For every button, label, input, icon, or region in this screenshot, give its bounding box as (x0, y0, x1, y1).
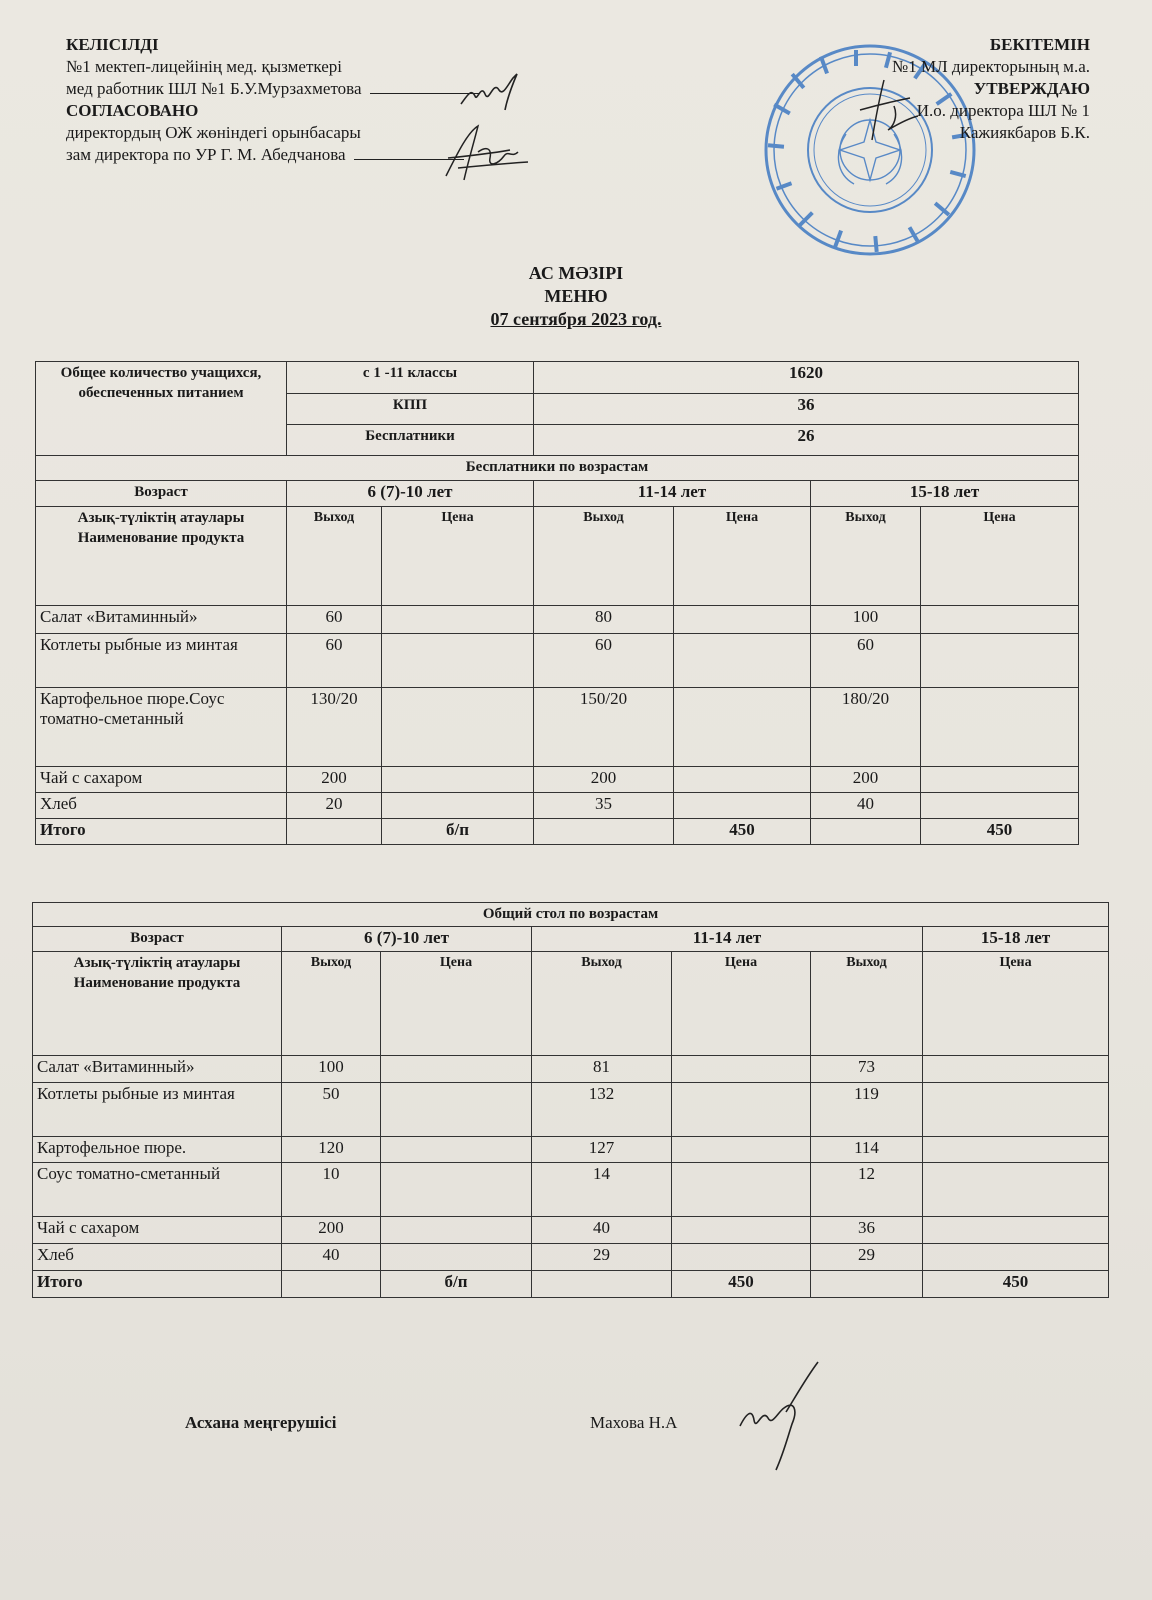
header-left-block (66, 34, 480, 166)
menu-title-ru: МЕНЮ (544, 286, 608, 306)
deputy-name: зам директора по УР Г. М. Абедчанова (66, 145, 346, 164)
menu-title-kz: АС МӘЗІРІ (528, 263, 624, 283)
output-total (811, 819, 921, 845)
output-total (532, 1271, 672, 1298)
price-column-header: Цена (923, 952, 1109, 1056)
output-value: 12 (811, 1163, 923, 1217)
age-row (36, 481, 1079, 507)
price-cell (672, 1217, 811, 1244)
approve-kz-heading: БЕКІТЕМІН (989, 35, 1090, 54)
output-value: 40 (282, 1244, 381, 1271)
output-value: 150/20 (534, 688, 674, 767)
price-cell (382, 606, 534, 634)
output-value: 120 (282, 1137, 381, 1163)
output-value: 119 (811, 1083, 923, 1137)
price-cell (381, 1163, 532, 1217)
price-cell (382, 688, 534, 767)
summary-row-name: с 1 -11 классы (287, 362, 534, 394)
table-caption-row (36, 456, 1079, 481)
output-value: 40 (811, 793, 921, 819)
output-total (282, 1271, 381, 1298)
age-row (33, 927, 1109, 952)
product-column-header: Азық-түліктің атаулары Наименование продукта (36, 507, 287, 606)
product-name: Котлеты рыбные из минтая (33, 1083, 282, 1137)
price-cell (674, 634, 811, 688)
price-total: б/п (381, 1271, 532, 1298)
table-row (36, 793, 1079, 819)
price-cell (672, 1163, 811, 1217)
price-total: 450 (923, 1271, 1109, 1298)
price-total: 450 (921, 819, 1079, 845)
table-row (33, 1217, 1109, 1244)
summary-row (36, 362, 1079, 394)
output-value: 40 (532, 1217, 672, 1244)
price-cell (674, 793, 811, 819)
output-value: 10 (282, 1163, 381, 1217)
price-cell (672, 1083, 811, 1137)
price-cell (923, 1244, 1109, 1271)
footer-name: Махова Н.А (590, 1413, 678, 1432)
output-value: 130/20 (287, 688, 382, 767)
column-header-row (33, 952, 1109, 1056)
price-cell (923, 1217, 1109, 1244)
output-value: 114 (811, 1137, 923, 1163)
table-row (33, 1083, 1109, 1137)
output-value: 60 (811, 634, 921, 688)
output-column-header: Выход (534, 507, 674, 606)
price-cell (672, 1137, 811, 1163)
price-cell (921, 793, 1079, 819)
output-value: 100 (282, 1056, 381, 1083)
output-value: 60 (534, 634, 674, 688)
output-column-header: Выход (282, 952, 381, 1056)
summary-label: Общее количество учащихся, обеспеченных питанием (36, 362, 287, 456)
deputy-line-kz: директордың ОЖ жөніндегі орынбасары (66, 123, 361, 142)
output-value: 200 (811, 767, 921, 793)
director-name: Кажиякбаров Б.К. (959, 123, 1090, 142)
age-group: 11-14 лет (532, 927, 923, 952)
director-signature (854, 76, 924, 146)
output-value: 50 (282, 1083, 381, 1137)
output-column-header: Выход (811, 952, 923, 1056)
product-name: Чай с сахаром (33, 1217, 282, 1244)
director-line-ru: И.о. директора ШЛ № 1 (916, 101, 1090, 120)
age-group: 15-18 лет (923, 927, 1109, 952)
price-cell (923, 1083, 1109, 1137)
price-cell (921, 634, 1079, 688)
output-total (811, 1271, 923, 1298)
product-name: Картофельное пюре. (33, 1137, 282, 1163)
age-label: Возраст (36, 481, 287, 507)
price-cell (921, 767, 1079, 793)
price-cell (381, 1217, 532, 1244)
output-value: 200 (534, 767, 674, 793)
price-cell (381, 1083, 532, 1137)
price-cell (674, 767, 811, 793)
column-header-row (36, 507, 1079, 606)
price-cell (923, 1163, 1109, 1217)
table-row (36, 606, 1079, 634)
product-name: Соус томатно-сметанный (33, 1163, 282, 1217)
age-label: Возраст (33, 927, 282, 952)
product-name: Хлеб (33, 1244, 282, 1271)
price-cell (382, 793, 534, 819)
price-cell (382, 767, 534, 793)
canteen-manager-signature (736, 1356, 832, 1476)
agree-ru-heading: СОГЛАСОВАНО (66, 101, 199, 120)
summary-row-name: Бесплатники (287, 425, 534, 456)
summary-row-value: 26 (534, 425, 1079, 456)
table-row (36, 634, 1079, 688)
output-column-header: Выход (287, 507, 382, 606)
output-value: 200 (282, 1217, 381, 1244)
table-row (33, 1244, 1109, 1271)
table-row (33, 1056, 1109, 1083)
price-cell (923, 1137, 1109, 1163)
deputy-line-ru (66, 144, 480, 166)
total-row (36, 819, 1079, 845)
output-value: 100 (811, 606, 921, 634)
price-total: 450 (672, 1271, 811, 1298)
output-column-header: Выход (811, 507, 921, 606)
total-label: Итого (36, 819, 287, 845)
output-value: 36 (811, 1217, 923, 1244)
price-cell (923, 1056, 1109, 1083)
price-column-header: Цена (672, 952, 811, 1056)
price-column-header: Цена (381, 952, 532, 1056)
approve-ru-heading: УТВЕРЖДАЮ (973, 79, 1090, 98)
price-cell (921, 688, 1079, 767)
output-value: 29 (532, 1244, 672, 1271)
output-value: 60 (287, 606, 382, 634)
price-column-header: Цена (921, 507, 1079, 606)
price-total: 450 (674, 819, 811, 845)
age-group: 15-18 лет (811, 481, 1079, 507)
price-cell (674, 688, 811, 767)
table-row (33, 1137, 1109, 1163)
product-name: Салат «Витаминный» (33, 1056, 282, 1083)
price-cell (381, 1244, 532, 1271)
product-name: Хлеб (36, 793, 287, 819)
output-value: 200 (287, 767, 382, 793)
table-caption: Бесплатники по возрастам (36, 456, 1079, 481)
general-meals-table (32, 902, 1109, 1298)
footer-role: Асхана меңгерушісі (185, 1413, 337, 1432)
director-line-kz: №1 МЛ директорының м.а. (892, 57, 1090, 76)
price-cell (921, 606, 1079, 634)
total-label: Итого (33, 1271, 282, 1298)
price-cell (672, 1056, 811, 1083)
output-value: 180/20 (811, 688, 921, 767)
product-name: Салат «Витаминный» (36, 606, 287, 634)
price-cell (672, 1244, 811, 1271)
output-total (534, 819, 674, 845)
output-value: 14 (532, 1163, 672, 1217)
table-caption: Общий стол по возрастам (33, 903, 1109, 927)
total-row (33, 1271, 1109, 1298)
table-caption-row (33, 903, 1109, 927)
price-cell (382, 634, 534, 688)
product-column-header: Азық-түліктің атаулары Наименование продукта (33, 952, 282, 1056)
output-value: 127 (532, 1137, 672, 1163)
deputy-signature (438, 122, 538, 186)
output-value: 81 (532, 1056, 672, 1083)
table-row (36, 688, 1079, 767)
price-column-header: Цена (674, 507, 811, 606)
medical-worker-line-ru (66, 78, 480, 100)
product-name: Картофельное пюре.Соус томатно-сметанный (36, 688, 287, 767)
output-value: 35 (534, 793, 674, 819)
output-value: 29 (811, 1244, 923, 1271)
summary-row-value: 36 (534, 394, 1079, 425)
age-group: 6 (7)-10 лет (282, 927, 532, 952)
price-cell (674, 606, 811, 634)
product-name: Чай с сахаром (36, 767, 287, 793)
table-row (36, 767, 1079, 793)
product-name: Котлеты рыбные из минтая (36, 634, 287, 688)
output-value: 73 (811, 1056, 923, 1083)
price-cell (381, 1137, 532, 1163)
output-total (287, 819, 382, 845)
free-meals-table (35, 361, 1079, 845)
medical-worker-signature (455, 66, 545, 112)
agree-kz-heading: КЕЛІСІЛДІ (66, 35, 159, 54)
menu-title-block (0, 262, 1152, 331)
price-total: б/п (382, 819, 534, 845)
medical-worker-name: мед работник ШЛ №1 Б.У.Мурзахметова (66, 79, 362, 98)
age-group: 11-14 лет (534, 481, 811, 507)
output-value: 80 (534, 606, 674, 634)
price-column-header: Цена (382, 507, 534, 606)
summary-row-value: 1620 (534, 362, 1079, 394)
medical-worker-line-kz: №1 мектеп-лицейінің мед. қызметкері (66, 57, 342, 76)
table-row (33, 1163, 1109, 1217)
output-value: 132 (532, 1083, 672, 1137)
output-column-header: Выход (532, 952, 672, 1056)
output-value: 20 (287, 793, 382, 819)
price-cell (381, 1056, 532, 1083)
menu-date: 07 сентября 2023 год. (490, 309, 662, 329)
summary-row-name: КПП (287, 394, 534, 425)
output-value: 60 (287, 634, 382, 688)
age-group: 6 (7)-10 лет (287, 481, 534, 507)
